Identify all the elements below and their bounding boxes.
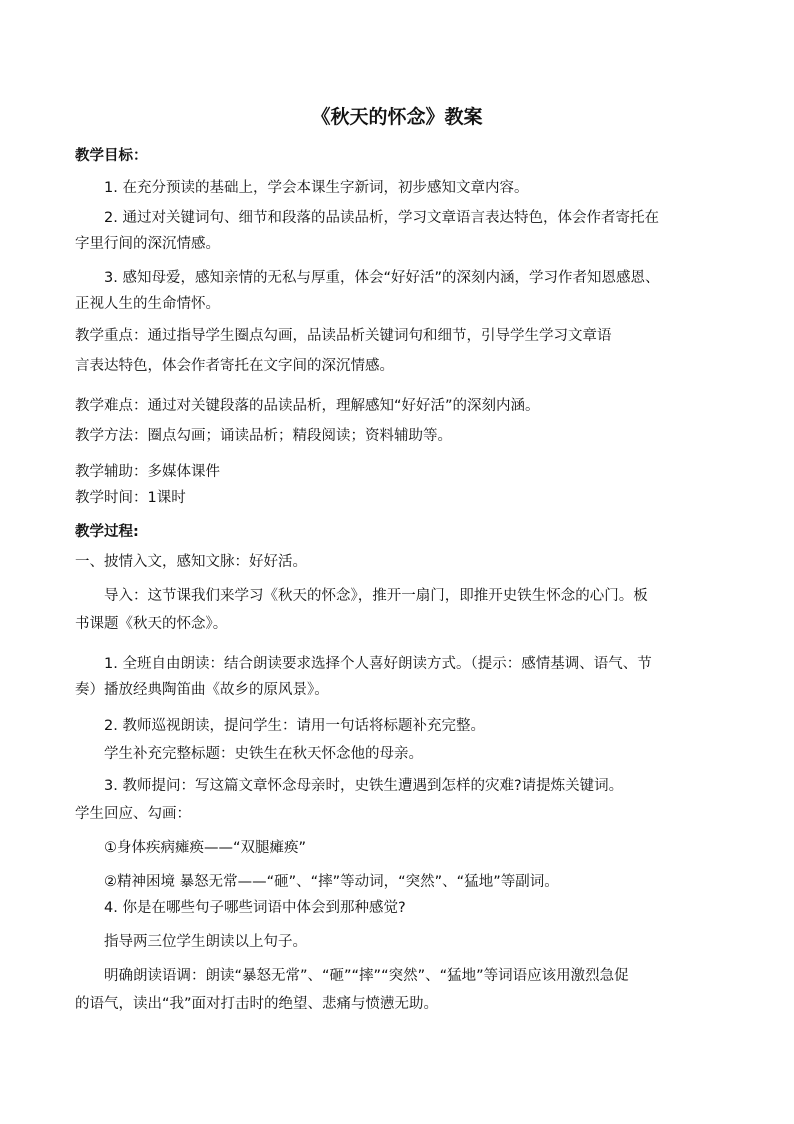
process-line: 3. 教师提问：写这篇文章怀念母亲时，史铁生遭遇到怎样的灾难?请提炼关键词。 — [104, 778, 624, 794]
objective-line: 1. 在充分预读的基础上，学会本课生字新词，初步感知文章内容。 — [104, 180, 529, 196]
time-line: 教学时间：1课时 — [75, 490, 186, 506]
process-line: 奏）播放经典陶笛曲《故乡的原风景》。 — [75, 682, 329, 698]
process-line: 1. 全班自由朗读：结合朗读要求选择个人喜好朗读方式。（提示：感情基调、语气、节 — [104, 656, 652, 672]
process-line: ②精神困境 暴怒无常——“砸”、“摔”等动词，“突然”、“猛地”等副词。 — [104, 874, 559, 890]
process-line: 2. 教师巡视朗读，提问学生：请用一句话将标题补充完整。 — [104, 718, 485, 734]
process-line: 书课题《秋天的怀念》。 — [75, 616, 228, 632]
process-line: 明确朗读语调：朗读“暴怒无常”、“砸”“摔”“突然”、“猛地”等词语应该用激烈急促 — [104, 968, 629, 984]
process-line: 学生回应、勾画： — [75, 806, 191, 822]
objective-line: 字里行间的深沉情感。 — [75, 236, 220, 252]
difficulty-line: 教学难点：通过对关键段落的品读品析，理解感知“好好活”的深刻内涵。 — [75, 398, 540, 414]
process-line: 一、披情入文，感知文脉：好好活。 — [75, 554, 307, 570]
process-line: 的语气，读出“我”面对打击时的绝望、悲痛与愤懑无助。 — [75, 996, 439, 1012]
process-heading: 教学过程: — [75, 524, 139, 540]
process-line: ①身体疾病瘫痪——“双腿瘫痪” — [104, 840, 307, 856]
aids-line: 教学辅助：多媒体课件 — [75, 464, 220, 480]
objective-line: 3. 感知母爱，感知亲情的无私与厚重，体会“好好活”的深刻内涵，学习作者知恩感恩、 — [104, 270, 660, 286]
document-title: 《秋天的怀念》教案 — [311, 106, 483, 128]
methods-line: 教学方法：圈点勾画；诵读品析；精段阅读；资料辅助等。 — [75, 428, 452, 444]
objectives-heading: 教学目标： — [75, 148, 148, 164]
process-line: 指导两三位学生朗读以上句子。 — [104, 934, 307, 950]
process-line: 4. 你是在哪些句子哪些词语中体会到那种感觉? — [104, 900, 406, 916]
objective-line: 2. 通过对关键词句、细节和段落的品读品析，学习文章语言表达特色，体会作者寄托在 — [104, 210, 659, 226]
process-line: 导入：这节课我们来学习《秋天的怀念》，推开一扇门，即推开史铁生怀念的心门。板 — [104, 588, 648, 604]
objective-line: 正视人生的生命情怀。 — [75, 296, 220, 312]
key-points-line: 言表达特色，体会作者寄托在文字间的深沉情感。 — [75, 358, 394, 374]
key-points-line: 教学重点：通过指导学生圈点勾画，品读品析关键词句和细节，引导学生学习文章语 — [75, 328, 612, 344]
process-line: 学生补充完整标题：史铁生在秋天怀念他的母亲。 — [104, 746, 423, 762]
